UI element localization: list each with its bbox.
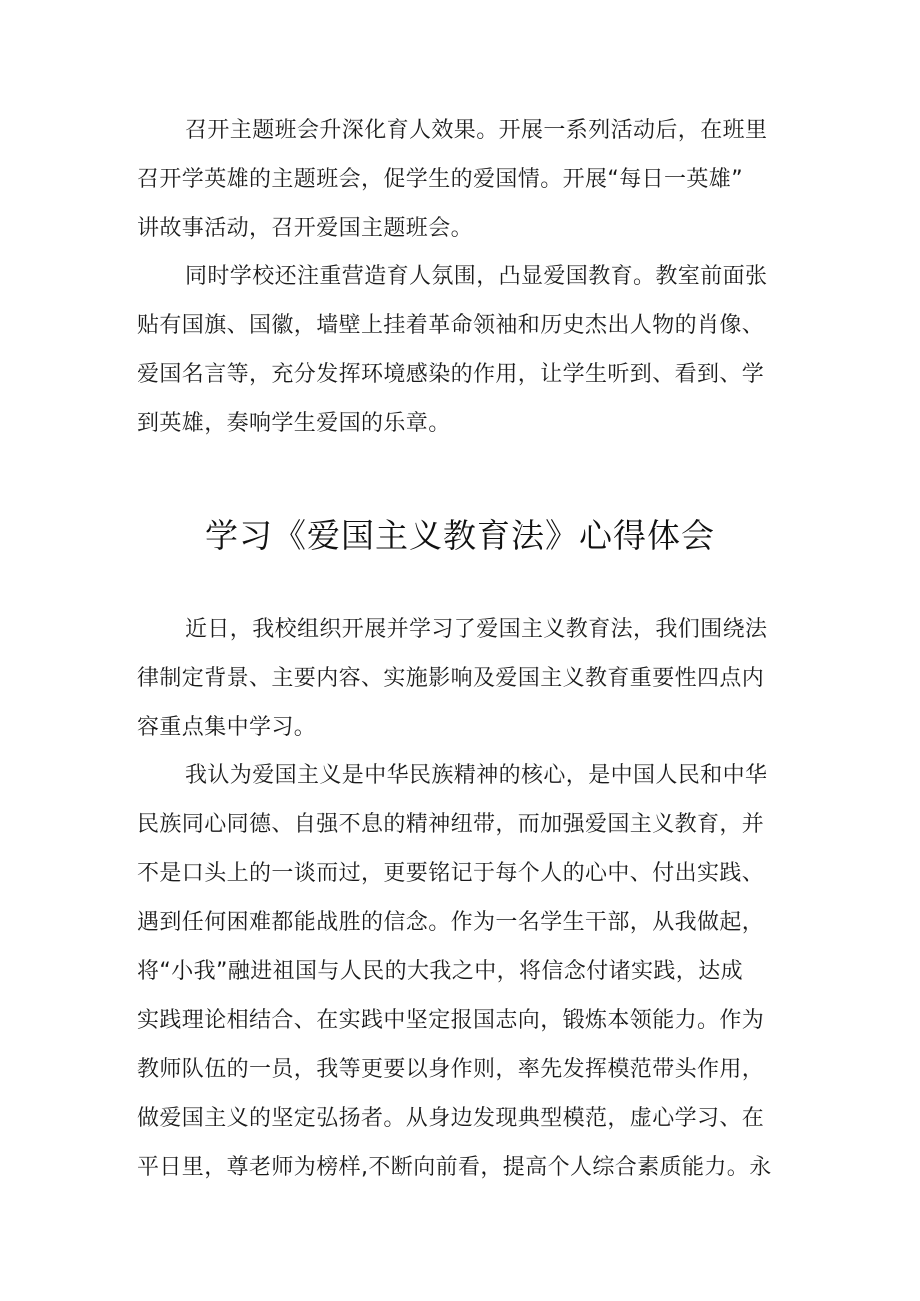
text-line: 将“小我”融进祖国与人民的大我之中，将信念付诸实践，达成	[137, 959, 743, 984]
text-line: 不是口头上的一谈而过，更要铭记于每个人的心中、付出实践、	[137, 861, 765, 886]
text-line: 召开主题班会升深化育人效果。开展一系列活动后，在班里	[185, 118, 768, 143]
document-title: 学习《爱国主义教育法》心得体会	[205, 516, 715, 555]
text-line: 爱国名言等，充分发挥环境感染的作用，让学生听到、看到、学	[137, 362, 765, 387]
paragraph-theme-class-meeting	[137, 106, 793, 253]
paragraph-education-atmosphere	[137, 252, 793, 448]
paragraph-study-intro	[137, 605, 793, 752]
text-line: 近日，我校组织开展并学习了爱国主义教育法，我们围绕法	[185, 617, 768, 642]
paragraph-personal-reflection	[137, 751, 793, 1192]
text-line: 遇到任何困难都能战胜的信念。作为一名学生干部，从我做起，	[137, 910, 765, 935]
text-line: 平日里，尊老师为榜样,不断向前看，提高个人综合素质能力。永	[137, 1155, 772, 1180]
text-line: 实践理论相结合、在实践中坚定报国志向，锻炼本领能力。作为	[137, 1008, 765, 1033]
text-line: 讲故事活动，召开爱国主题班会。	[137, 216, 474, 241]
text-line: 民族同心同德、自强不息的精神纽带，而加强爱国主义教育，并	[137, 812, 765, 837]
text-line: 到英雄，奏响学生爱国的乐章。	[137, 411, 451, 436]
text-line: 律制定背景、主要内容、实施影响及爱国主义教育重要性四点内	[137, 666, 765, 691]
text-line: 召开学英雄的主题班会，促学生的爱国情。开展“每日一英雄”	[137, 167, 743, 192]
text-line: 容重点集中学习。	[137, 715, 317, 740]
text-line: 教师队伍的一员，我等更要以身作则，率先发挥模范带头作用，	[137, 1057, 765, 1082]
text-line: 同时学校还注重营造育人氛围，凸显爱国教育。教室前面张	[185, 264, 768, 289]
text-line: 做爱国主义的坚定弘扬者。从身边发现典型模范，虚心学习、在	[137, 1106, 765, 1131]
text-line: 贴有国旗、国徽，墙壁上挂着革命领袖和历史杰出人物的肖像、	[137, 313, 765, 338]
text-line: 我认为爱国主义是中华民族精神的核心，是中国人民和中华	[185, 763, 768, 788]
